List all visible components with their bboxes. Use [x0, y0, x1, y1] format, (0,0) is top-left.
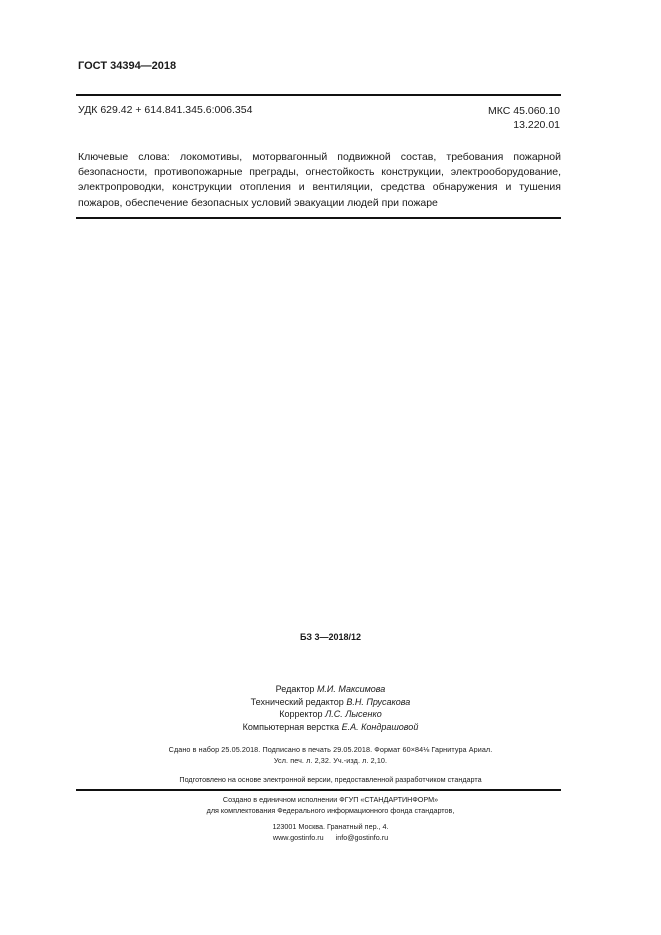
- footer-divider: [76, 789, 561, 791]
- mks-code-1: МКС 45.060.10: [488, 105, 560, 117]
- credits-block: [0, 683, 661, 733]
- credit-layout: Компьютерная верстка Е.А. Кондрашовой: [242, 721, 419, 732]
- imprint-block: [0, 745, 661, 766]
- footer-contacts: [0, 833, 661, 844]
- email-link[interactable]: info@gostinfo.ru: [335, 832, 389, 842]
- imprint-line-2: Усл. печ. л. 2,32. Уч.-изд. л. 2,10.: [273, 755, 388, 765]
- credit-tech-editor: Технический редактор В.Н. Прусакова: [250, 696, 411, 707]
- keywords-divider: [76, 217, 561, 219]
- keywords-paragraph: Ключевые слова: локомотивы, моторвагонный подвижной состав, требования пожарной безопасности, противопожарные преграды, огнестойкость конструкции, электрооборудование, электропроводки, конструкции отопления и вентиляции, средства обнаружения и тушения пожаров, обеспечение безопасных условий эвакуации людей при пожаре: [78, 151, 561, 209]
- website-link[interactable]: www.gostinfo.ru: [272, 832, 324, 842]
- footer-line-2: для комплектования Федерального информационного фонда стандартов,: [206, 805, 455, 815]
- mks-codes: [488, 104, 560, 132]
- prepared-note: Подготовлено на основе электронной версии, предоставленной разработчиком стандарта: [179, 775, 482, 784]
- mks-code-2: 13.220.01: [513, 119, 560, 131]
- credit-proofreader: Корректор Л.С. Лысенко: [279, 709, 382, 719]
- footer-line-1: Создано в единичном исполнении ФГУП «СТАНДАРТИНФОРМ»: [222, 795, 439, 804]
- credit-editor: Редактор М.И. Максимова: [275, 684, 386, 694]
- imprint-line-1: Сдано в набор 25.05.2018. Подписано в печать 29.05.2018. Формат 60×84⅛ Гарнитура Ариал.: [168, 745, 493, 754]
- top-divider: [76, 94, 561, 96]
- footer-address: 123001 Москва. Гранатный пер., 4.: [272, 822, 389, 831]
- publisher-footer: [0, 795, 661, 843]
- standard-title: ГОСТ 34394—2018: [78, 60, 177, 72]
- udk-code: УДК 629.42 + 614.841.345.6:006.354: [78, 104, 253, 116]
- bz-number: БЗ 3—2018/12: [299, 632, 362, 642]
